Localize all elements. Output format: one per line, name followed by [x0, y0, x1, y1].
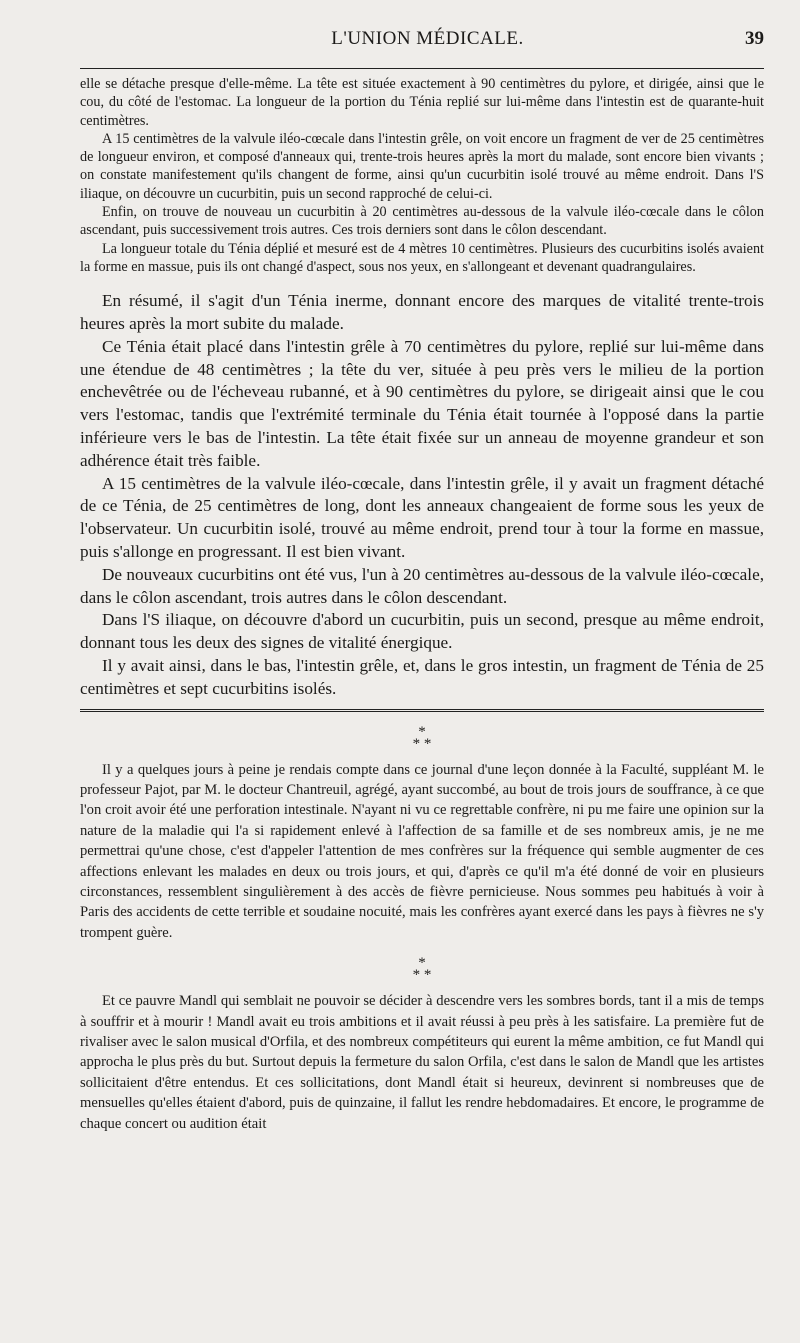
chronicle-section-chantreuil [80, 760, 764, 944]
asterism-top: * [418, 955, 426, 972]
journal-title: L'UNION MÉDICALE. [331, 28, 524, 49]
paragraph: La longueur totale du Ténia déplié et mesuré est de 4 mètres 10 centimètres. Plusieurs des cucurbitins isolés avaient la forme en massue, puis ils ont changé d'aspect, sous nos yeux, en s'allongeant et devenant quadrangulaires. [80, 240, 764, 275]
paragraph: A 15 centimètres de la valvule iléo-cœcale, dans l'intestin grêle, il y avait un fragment détaché de ce Ténia, de 25 centimètres de long, dont les anneaux changeaient de forme sous les yeux de l'observateur. Un cucurbitin isolé, trouvé au même endroit, prend tour à tour la forme en massue, puis s'allonge en progressant. Il est bien vivant. [80, 473, 764, 562]
summary-block [80, 290, 764, 700]
section-rule [80, 709, 764, 712]
asterism-bottom: * * [412, 967, 432, 984]
header-rule [80, 68, 764, 69]
paragraph: A 15 centimètres de la valvule iléo-cœcale dans l'intestin grêle, on voit encore un fragment de ver de 25 centimètres de longueur environ, et composé d'anneaux qui, trente-trois heures après la mort du malade, sont encore bien vivants ; on constate manifestement qu'ils changent de forme, ainsi qu'un cucurbitin isolé trouvé au même endroit. Dans l'S iliaque, on découvre un cucurbitin, puis un second rapproché de celui-ci. [80, 130, 764, 202]
paragraph: Dans l'S iliaque, on découvre d'abord un cucurbitin, puis un second, presque au même endroit, donnant tous les deux des signes de vitalité énergique. [80, 610, 764, 653]
paragraph: Il y a quelques jours à peine je rendais compte dans ce journal d'une leçon donnée à la Faculté, suppléant M. le professeur Pajot, par M. le docteur Chantreuil, agrégé, ayant succombé, au bout de trois jours de souffrance, à ce que l'on croit avoir été une perforation intestinale. N'ayant ni vu ce regrettable confrère, ni pu me faire une opinion sur la nature de la maladie qui l'a si rapidement enlevé à l'affection de sa famille et de ses nombreux amis, je ne me permettrai qu'une chose, c'est d'appeler l'attention de mes confrères sur la fréquence qui semble augmenter de ces affections enlevant les malades en deux ou trois jours, et qui, d'après ce qu'il m'a été donné de voir en plusieurs circonstances, ressemblent singulièrement à des accès de fièvre pernicieuse. Nous sommes peu habitués à voir à Paris des accidents de cette terrible et soudaine nocuité, mais les confrères ayant exercé dans les pays à fièvres ne s'y trompent guère. [80, 761, 764, 941]
paragraph: Et ce pauvre Mandl qui semblait ne pouvoir se décider à descendre vers les sombres bords, tant il a mis de temps à souffrir et à mourir ! Mandl avait eu trois ambitions et il avait réussi à peu près à les satisfaire. La première fut de rivaliser avec le salon musical d'Orfila, et des nombreux compétiteurs qui eurent la même ambition, ce fut Mandl qui approcha le plus près du but. Surtout depuis la fermeture du salon Orfila, c'est dans le salon de Mandl que les artistes sollicitaient d'être entendus. Et ces sollicitations, dont Mandl était si heureux, devinrent si nombreuses que de mensuelles qu'elles étaient d'abord, puis de quinzaine, il fallut les rendre hebdomadaires. Et encore, le programme de chaque concert ou audition était [80, 993, 764, 1132]
paragraph: En résumé, il s'agit d'un Ténia inerme, donnant encore des marques de vitalité trente-trois heures après la mort subite du malade. [80, 291, 764, 334]
asterism-separator [80, 723, 764, 752]
asterism-separator [80, 955, 764, 984]
paragraph: De nouveaux cucurbitins ont été vus, l'un à 20 centimètres au-dessous de la valvule iléo-cœcale, dans le côlon ascendant, trois autres dans le côlon descendant. [80, 564, 764, 607]
page-number: 39 [745, 28, 764, 49]
asterism-bottom: * * [412, 735, 432, 752]
page-header [80, 28, 764, 60]
asterism-top: * [418, 723, 426, 740]
paragraph: elle se détache presque d'elle-même. La tête est située exactement à 90 centimètres du pylore, et dirigée, ainsi que le cou, du côté de l'estomac. La longueur de la portion du Ténia replié sur lui-même dans l'intestin est de quarante-huit centimètres. [80, 76, 764, 129]
small-text-block [80, 75, 764, 276]
paragraph: Ce Ténia était placé dans l'intestin grêle à 70 centimètres du pylore, replié sur lui-même dans une étendue de 48 centimètres ; la tête du ver, située à peu près vers le milieu de la portion enchevêtrée ou de l'écheveau rubanné, et à 90 centimètres du pylore, se dirigeait ainsi que le cou vers l'estomac, tandis que l'extrémité terminale du Ténia était tournée à l'opposé dans la partie inférieure vers le bas de l'intestin. La tête était fixée sur un anneau de moyenne grandeur et son adhérence était très faible. [80, 336, 764, 470]
paragraph: Enfin, on trouve de nouveau un cucurbitin à 20 centimètres au-dessous de la valvule iléo-cœcale dans le côlon ascendant, puis successivement trois autres. Ces trois derniers sont dans le côlon descendant. [80, 204, 764, 239]
chronicle-section-mandl [80, 991, 764, 1134]
paragraph: Il y avait ainsi, dans le bas, l'intestin grêle, et, dans le gros intestin, un fragment de Ténia de 25 centimètres et sept cucurbitins isolés. [80, 656, 764, 698]
